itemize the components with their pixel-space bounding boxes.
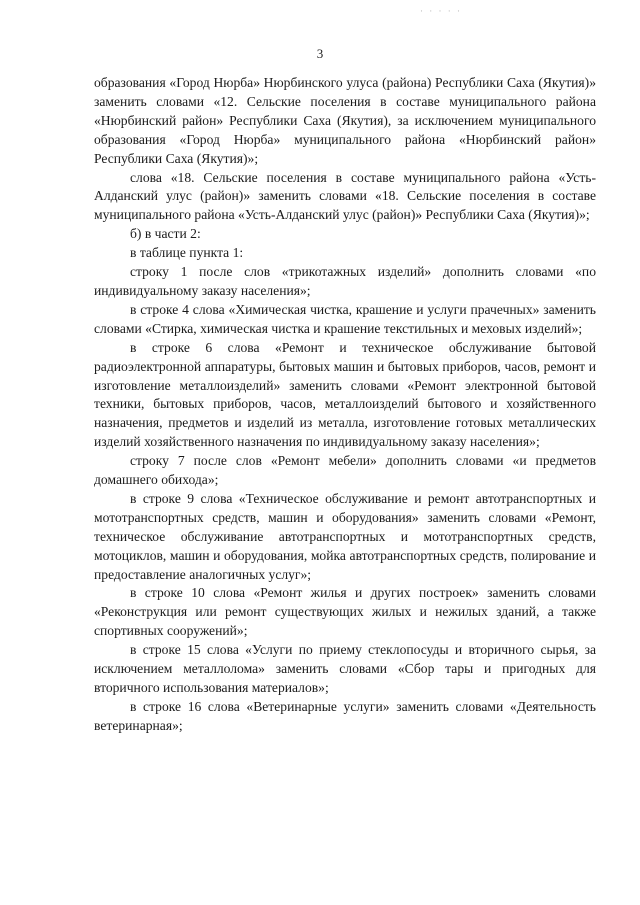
paragraph: слова «18. Сельские поселения в составе муниципального района «Усть-Алданский улус (район)» заменить словами «18. Сельские поселения в составе муниципального района «Усть-Алданский улус (район)» Республики Саха (Якутия)»; (94, 169, 596, 223)
paragraph: в строке 16 слова «Ветеринарные услуги» заменить словами «Деятельность ветеринарная»; (94, 698, 596, 733)
paragraph: в строке 6 слова «Ремонт и техническое обслуживание бытовой радиоэлектронной аппаратуры, бытовых машин и бытовых приборов, часов, ремонт и изготовление металлоизделий» заменить словами «Ремонт электронной бытовой техники, бытовых приборов, часов, металлоизделий бытового и хозяйственного назначения, предметов и изделий из металла, изготовление готовых металлических изделий хозяйственного назначения по индивидуальному заказу населения»; (94, 339, 596, 450)
document-body (94, 74, 596, 736)
paragraph: в строке 10 слова «Ремонт жилья и других построек» заменить словами «Реконструкция или ремонт существующих жилых и нежилых зданий, а также спортивных сооружений»; (94, 585, 596, 639)
scan-marks: · · · · · (420, 6, 462, 16)
paragraph: образования «Город Нюрба» Нюрбинского улуса (района) Республики Саха (Якутия)» заменить словами «12. Сельские поселения в составе муниципального района «Нюрбинский район» Республики Саха (Якутия), за исключением муниципального образования «Город Нюрба» муниципального района «Нюрбинский район» Республики Саха (Якутия)»; (94, 75, 596, 166)
paragraph: в строке 9 слова «Техническое обслуживание и ремонт автотранспортных и мототранспортных средств, машин и оборудования» заменить словами «Ремонт, техническое обслуживание автотранспортных и мототранспортных средств, мотоциклов, машин и оборудования, мойка автотранспортных средств, полирование и предоставление аналогичных услуг»; (94, 490, 596, 582)
paragraph: б) в части 2: (130, 226, 201, 242)
paragraph: строку 1 после слов «трикотажных изделий» дополнить словами «по индивидуальному заказу населения»; (94, 264, 596, 298)
paragraph: строку 7 после слов «Ремонт мебели» дополнить словами «и предметов домашнего обихода»; (94, 453, 596, 488)
paragraph: в таблице пункта 1: (130, 245, 244, 261)
paragraph: в строке 4 слова «Химическая чистка, крашение и услуги прачечных» заменить словами «Стирка, химическая чистка и крашение текстильных и меховых изделий»; (94, 301, 596, 336)
paragraph: в строке 15 слова «Услуги по приему стеклопосуды и вторичного сырья, за исключением металлолома» заменить словами «Сбор тары и пригодных для вторичного использования материалов»; (94, 642, 596, 695)
page-number: 3 (316, 46, 324, 61)
